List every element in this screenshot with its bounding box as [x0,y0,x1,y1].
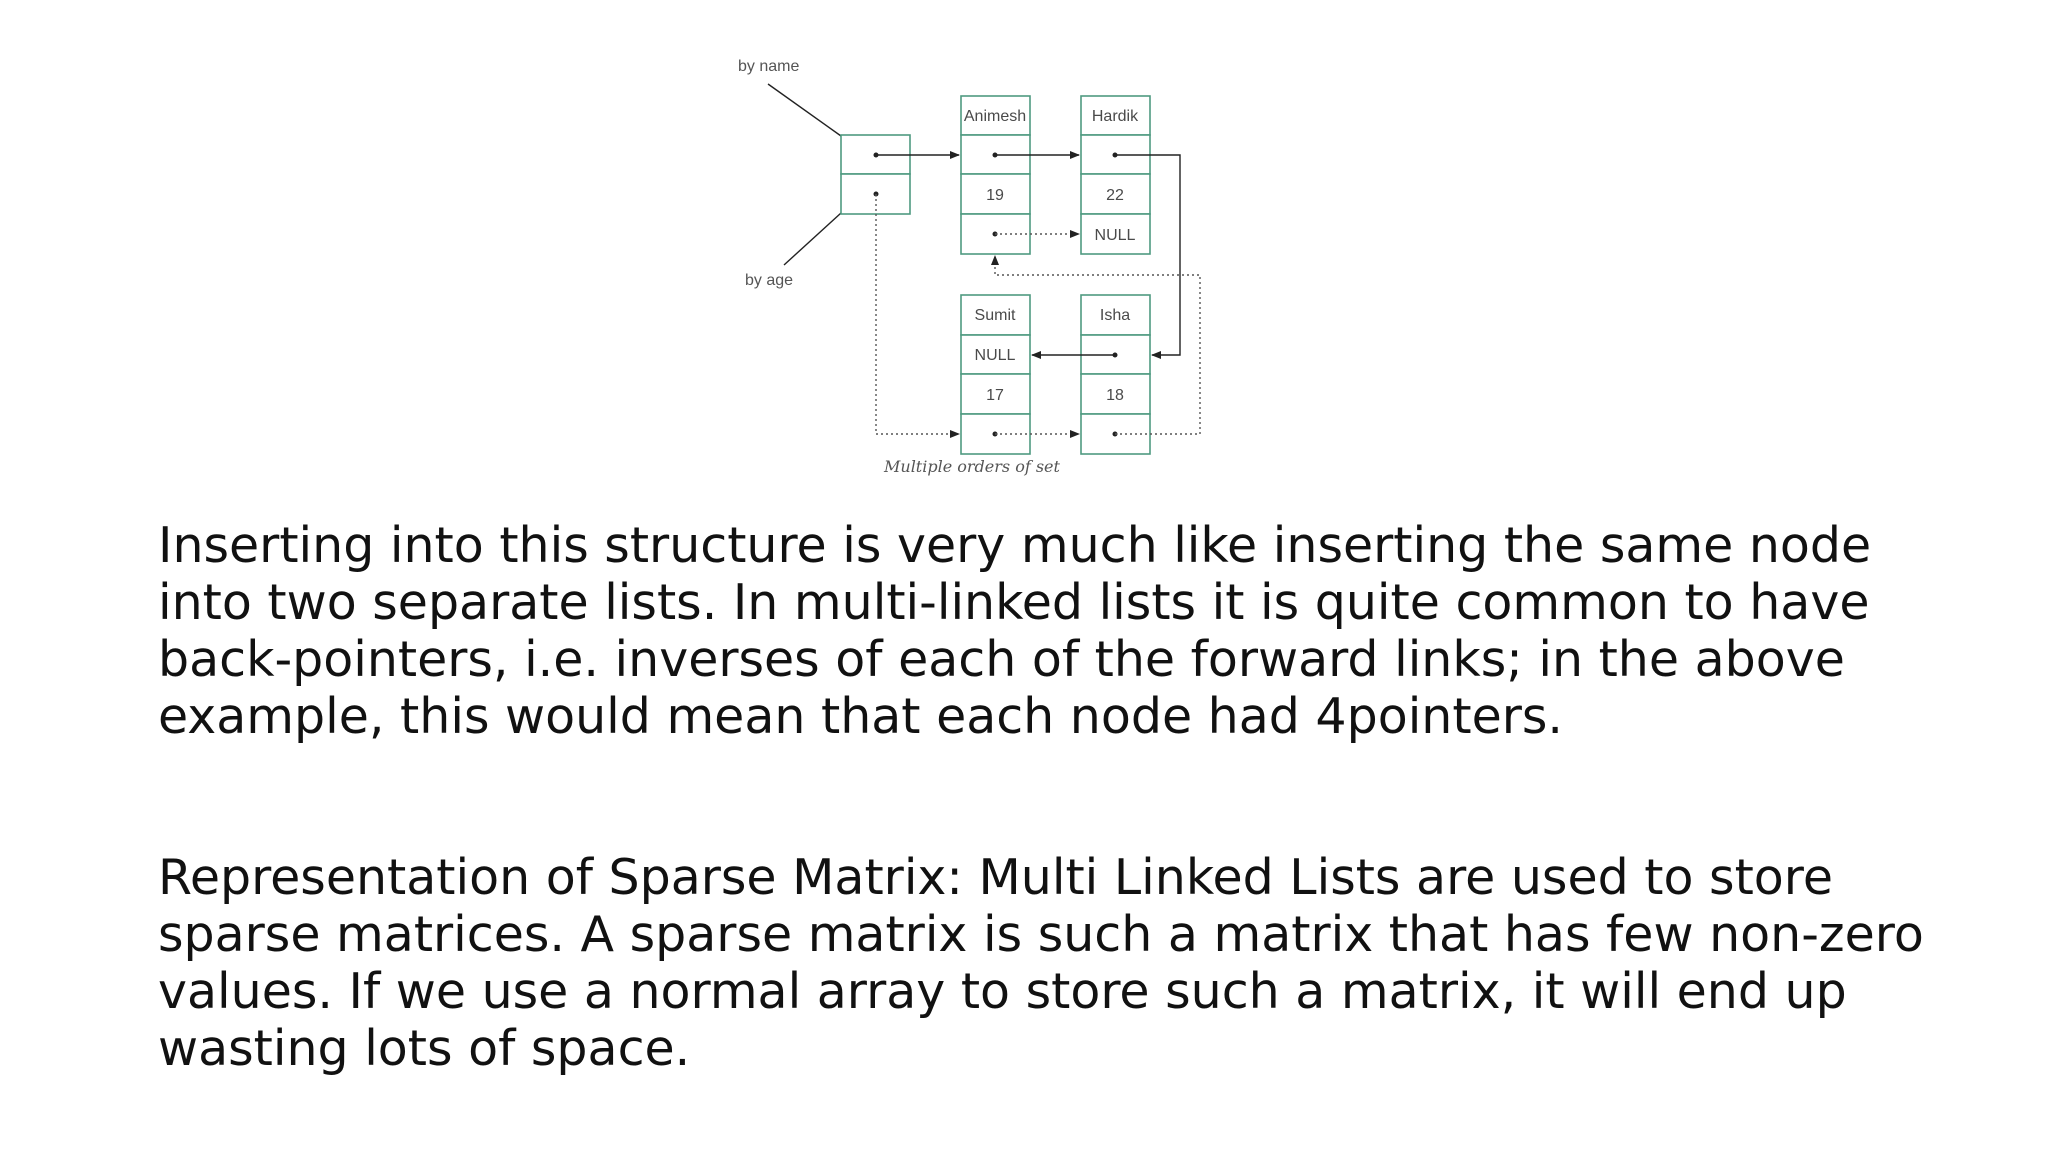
node-name: Isha [1099,307,1131,324]
node-age: 17 [986,387,1004,404]
node-name: Sumit [974,307,1016,324]
paragraph-sparse-matrix: Representation of Sparse Matrix: Multi Linked Lists are used to store sparse matrices. A sparse matrix is such a matrix that has few non-zero values. If we use a normal array to store such a matrix, it will end up wasting lots of space. [158,849,1924,1077]
node-age: 18 [1106,387,1124,404]
node-name: Hardik [1091,108,1139,125]
head-to-sumit-arrow [876,194,959,434]
label-by-age: by age [745,272,794,289]
diagram-caption: Multiple orders of set [884,457,1060,476]
by-age-line [784,213,841,265]
node-age: 22 [1106,187,1124,204]
node-sumit [961,295,1030,454]
label-by-name: by name [738,58,800,75]
head-node [841,135,910,214]
multi-linked-list-diagram [0,0,2048,500]
by-name-line [768,84,841,136]
node-name: Animesh [963,108,1027,125]
node-isha [1081,295,1150,454]
paragraph-insertion: Inserting into this structure is very much like inserting the same node into two separate lists. In multi-linked lists it is quite common to have back-pointers, i.e. inverses of each of the forward links; in the above example, this would mean that each node had 4pointers. [158,517,1872,745]
node-hardik [1081,96,1150,254]
node-null: NULL [1094,227,1136,244]
node-animesh [961,96,1030,254]
node-age: 19 [986,187,1004,204]
node-null: NULL [974,347,1016,364]
